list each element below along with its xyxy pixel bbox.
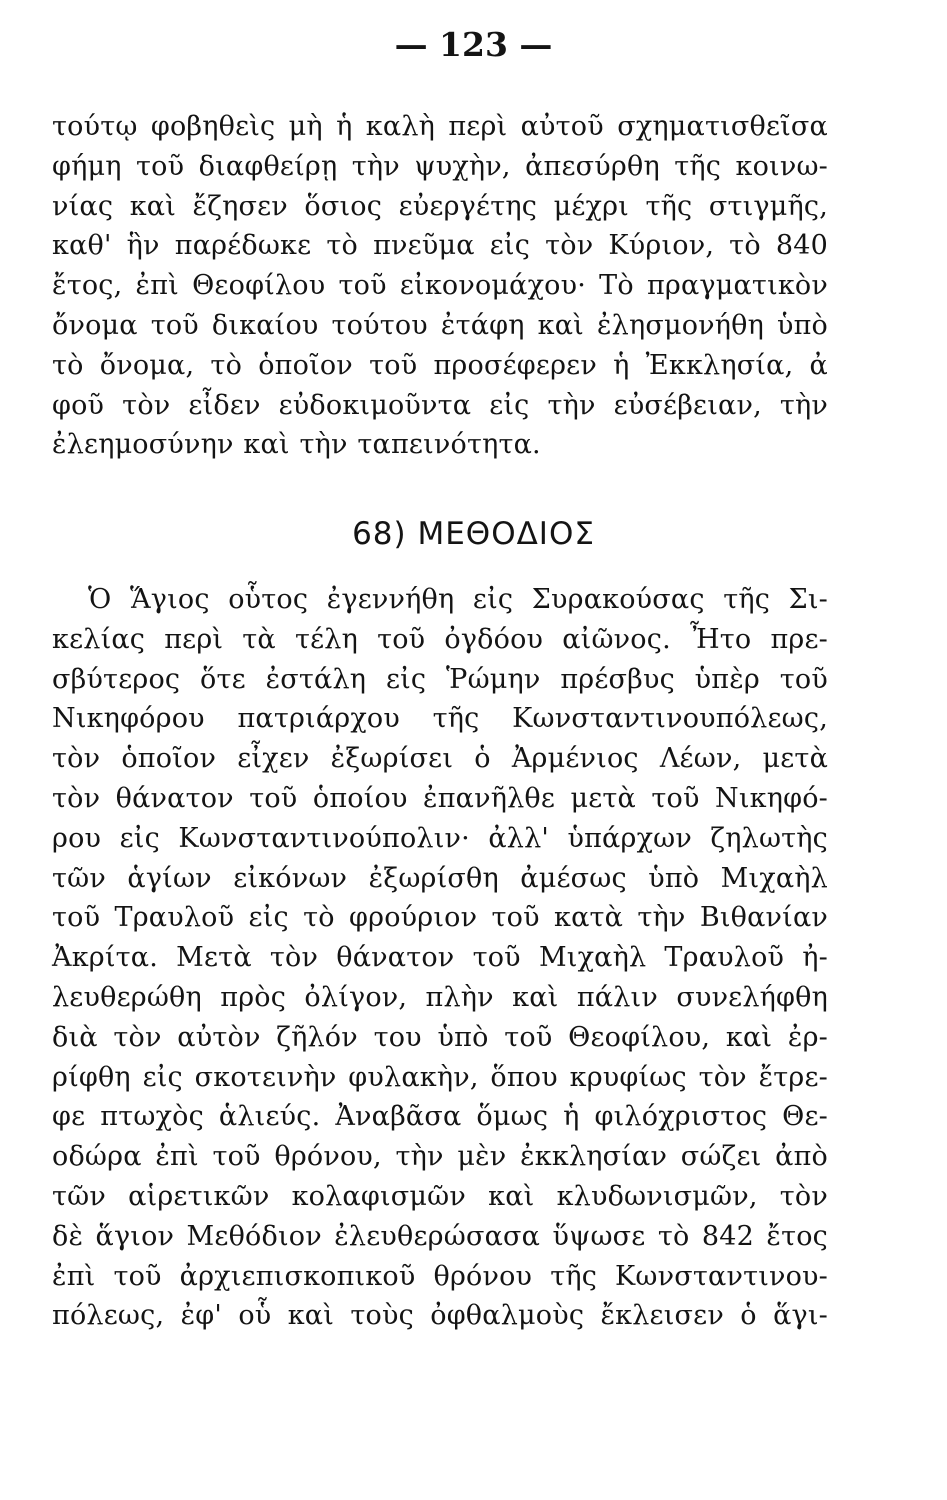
text-line: ρίφθη εἰς σκοτεινὴν φυλακὴν, ὅπου κρυφίως τὸν ἔτρε- xyxy=(52,1061,828,1093)
text-line: λευθερώθη πρὸς ὀλίγον, πλὴν καὶ πάλιν συνελήφθη xyxy=(52,981,828,1013)
paragraph-previous-entry-end xyxy=(52,107,828,465)
text-line: ἔτος, ἐπὶ Θεοφίλου τοῦ εἰκονομάχου· Τὸ πραγματικὸν xyxy=(52,270,828,302)
text-line: νίας καὶ ἔζησεν ὅσιος εὐεργέτης μέχρι τῆς στιγμῆς, xyxy=(52,190,828,222)
text-line: ἐλεημοσύνην καὶ τὴν ταπεινότητα. xyxy=(52,429,541,461)
text-line: τὸ ὄνομα, τὸ ὁποῖον τοῦ προσέφερεν ἡ Ἐκκλησία, ἀ xyxy=(52,349,828,381)
text-line: οδώρα ἐπὶ τοῦ θρόνου, τὴν μὲν ἐκκλησίαν σώζει ἀπὸ xyxy=(52,1141,828,1173)
text-line: φοῦ τὸν εἶδεν εὐδοκιμοῦντα εἰς τὴν εὐσέβειαν, τὴν xyxy=(52,389,828,421)
text-line: σβύτερος ὅτε ἐστάλη εἰς Ῥώμην πρέσβυς ὑπὲρ τοῦ xyxy=(52,663,828,695)
text-line: τῶν αἱρετικῶν κολαφισμῶν καὶ κλυδωνισμῶν, τὸν xyxy=(52,1180,828,1212)
text-line: ρου εἰς Κωνσταντινούπολιν· ἀλλ' ὑπάρχων ζηλωτὴς xyxy=(52,822,828,854)
text-line: τὸν θάνατον τοῦ ὁποίου ἐπανῆλθε μετὰ τοῦ Νικηφό- xyxy=(52,782,828,814)
text-line: διὰ τὸν αὐτὸν ζῆλόν του ὑπὸ τοῦ Θεοφίλου, καὶ ἐρ- xyxy=(52,1021,828,1053)
text-line: καθ' ἣν παρέδωκε τὸ πνεῦμα εἰς τὸν Κύριον, τὸ 840 xyxy=(52,230,828,262)
text-line: κελίας περὶ τὰ τέλη τοῦ ὀγδόου αἰῶνος. Ἦτο πρε- xyxy=(52,623,828,655)
text-line: Νικηφόρου πατριάρχου τῆς Κωνσταντινουπόλεως, xyxy=(52,703,828,735)
text-line: ὄνομα τοῦ δικαίου τούτου ἐτάφη καὶ ἐλησμονήθη ὑπὸ xyxy=(52,309,828,341)
text-line: πόλεως, ἐφ' οὗ καὶ τοὺς ὀφθαλμοὺς ἔκλεισεν ὁ ἅγι- xyxy=(52,1300,828,1332)
text-line: φε πτωχὸς ἁλιεύς. Ἀναβᾶσα ὅμως ἡ φιλόχριστος Θε- xyxy=(52,1101,828,1133)
text-line: τούτῳ φοβηθεὶς μὴ ἡ καλὴ περὶ αὐτοῦ σχηματισθεῖσα xyxy=(52,111,828,142)
text-line: ἐπὶ τοῦ ἀρχιεπισκοπικοῦ θρόνου τῆς Κωνσταντινου- xyxy=(52,1260,828,1292)
text-line: τὸν ὁποῖον εἶχεν ἐξωρίσει ὁ Ἀρμένιος Λέων, μετὰ xyxy=(52,743,828,775)
paragraph-methodios xyxy=(52,580,828,1336)
text-line: τῶν ἁγίων εἰκόνων ἐξωρίσθη ἀμέσως ὑπὸ Μιχαὴλ xyxy=(52,862,828,894)
section-heading: 68) ΜΕΘΟΔΙΟΣ xyxy=(352,516,595,552)
text-line: Ἀκρίτα. Μετὰ τὸν θάνατον τοῦ Μιχαὴλ Τραυλοῦ ἠ- xyxy=(52,942,828,974)
text-line: τοῦ Τραυλοῦ εἰς τὸ φρούριον τοῦ κατὰ τὴν Βιθανίαν xyxy=(52,902,828,934)
text-line: Ὁ Ἅγιος οὗτος ἐγεννήθη εἰς Συρακούσας τῆς Σι- xyxy=(88,584,828,615)
page-number: — 123 — xyxy=(394,25,553,64)
text-line: δὲ ἅγιον Μεθόδιον ἐλευθερώσασα ὕψωσε τὸ 842 ἔτος xyxy=(52,1220,828,1252)
text-line: φήμη τοῦ διαφθείρῃ τὴν ψυχὴν, ἀπεσύρθη τῆς κοινω- xyxy=(52,150,828,182)
